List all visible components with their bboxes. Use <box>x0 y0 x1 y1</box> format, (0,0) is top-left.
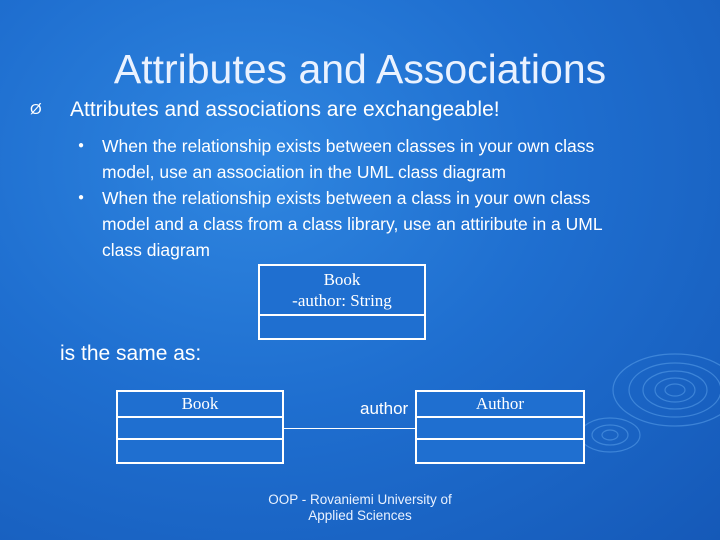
class-divider <box>417 416 583 418</box>
sub-bullet-1-line2: model, use an association in the UML class diagram <box>102 162 506 182</box>
dot-bullet-icon: ● <box>78 192 85 203</box>
author-class-name: Author <box>475 394 525 413</box>
book-class-name: Book <box>323 270 361 289</box>
sub-bullet-2-line3: class diagram <box>102 240 210 260</box>
footer-line1: OOP - Rovaniemi University of <box>268 492 452 507</box>
same-as-text: is the same as: <box>60 342 202 365</box>
book-class-name-2: Book <box>181 394 219 413</box>
sub-bullet-1-text <box>102 133 692 185</box>
author-class-box <box>415 390 585 464</box>
dot-bullet-icon: ● <box>78 140 85 151</box>
book-class-box-2 <box>116 390 284 464</box>
footer-line2: Applied Sciences <box>308 508 412 523</box>
arrow-bullet-icon: Ø <box>30 101 42 118</box>
association-role-label: author <box>360 399 409 418</box>
association-line <box>283 428 417 429</box>
sub-bullet-2-line2: model and a class from a class library, use an attiribute in a UML <box>102 214 603 234</box>
sub-bullet-2-line1: When the relationship exists between a class in your own class <box>102 188 591 208</box>
slide-title: Attributes and Associations <box>113 46 607 92</box>
class-divider <box>118 438 282 440</box>
class-divider <box>260 314 424 316</box>
class-divider <box>417 438 583 440</box>
sub-bullet-1-line1: When the relationship exists between classes in your own class <box>102 136 595 156</box>
book-class-attribute: -author: String <box>292 291 392 310</box>
book-class-box <box>258 264 426 340</box>
footer <box>255 492 465 524</box>
class-divider <box>118 416 282 418</box>
sub-bullet-2-text <box>102 185 692 263</box>
ripple-decoration <box>570 330 720 470</box>
main-bullet-text: Attributes and associations are exchangeable! <box>70 98 500 121</box>
